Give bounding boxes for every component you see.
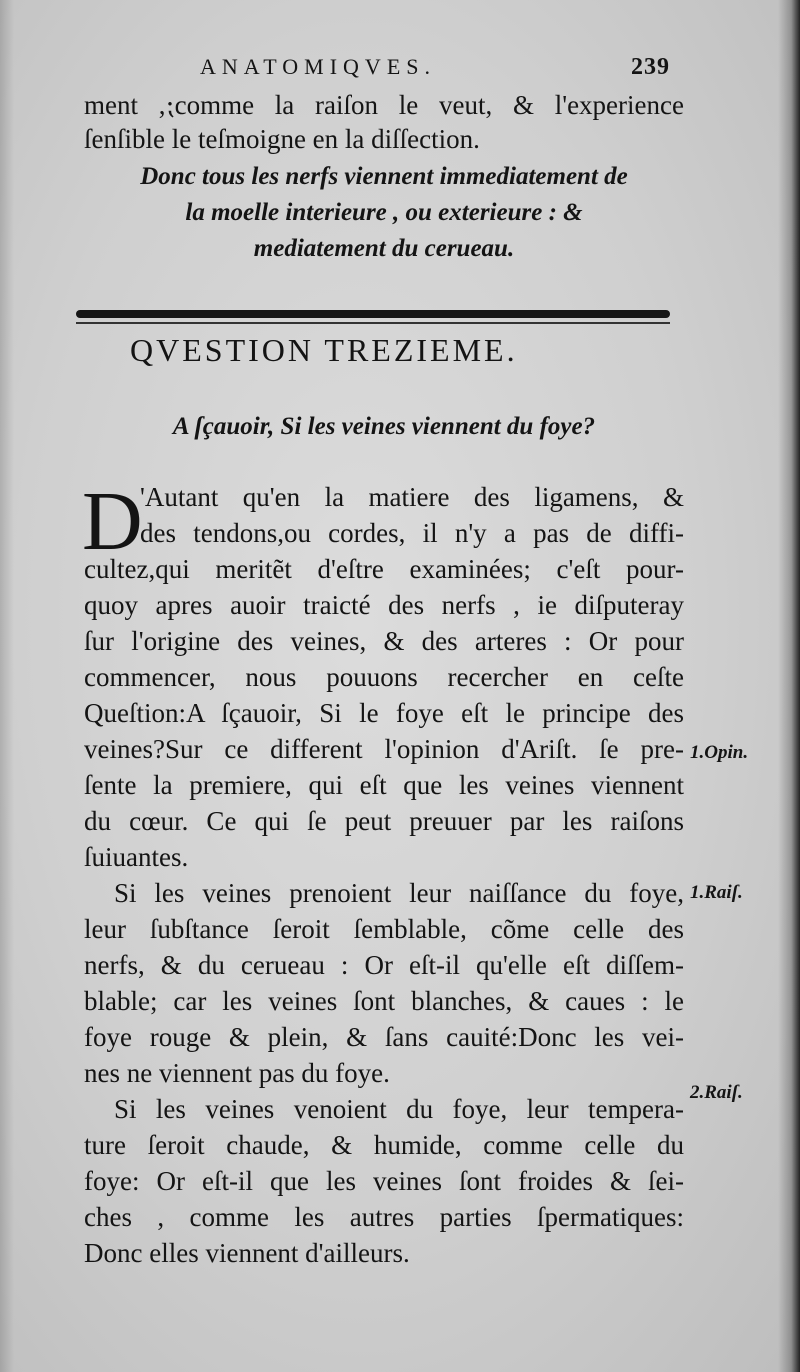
body-line: ſuiuantes.: [84, 842, 189, 872]
body-line: cultez,qui meritẽt d'eſtre examinées; c'eſt pour-: [84, 554, 684, 584]
margin-note-opinion: 1.Opin.: [690, 742, 749, 763]
body-line: Si les veines venoient du foye, leur tempera-: [114, 1094, 684, 1124]
body-line: Queſtion:A ſçauoir, Si le foye eſt le principe des: [84, 698, 684, 728]
body-line: ſente la premiere, qui eſt que les veines viennent: [84, 770, 684, 800]
conclusion-line: mediatement du cerueau.: [253, 235, 515, 262]
intro-line: ment ,⁏comme la raiſon le veut, & l'experience: [84, 90, 684, 120]
body-line: nerfs, & du cerueau : Or eſt-il qu'elle eſt diſſem-: [84, 950, 684, 980]
section-rule-thin: [76, 322, 670, 324]
page-number: 239: [631, 54, 670, 80]
body-line: Si les veines prenoient leur naiſſance du foye,: [114, 878, 684, 908]
body-line: veines?Sur ce different l'opinion d'Ariſt. ſe pre-: [84, 734, 684, 764]
body-line: des tendons,ou cordes, il n'y a pas de diffi-: [140, 518, 684, 548]
body-line: du cœur. Ce qui ſe peut preuuer par les raiſons: [84, 806, 684, 836]
body-line: leur ſubſtance ſeroit ſemblable, cõme celle des: [84, 914, 684, 944]
page-gutter-shadow: [0, 0, 14, 1372]
question-subtitle: A ſçauoir, Si les veines viennent du foye?: [172, 413, 596, 440]
body-line: ture ſeroit chaude, & humide, comme celle du: [84, 1130, 684, 1160]
running-header: [200, 54, 670, 86]
conclusion-line: la moelle interieure , ou exterieure : &: [185, 199, 583, 226]
conclusion-line: Donc tous les nerfs viennent immediatement de: [140, 163, 628, 190]
margin-note-reason-1: 1.Raiſ.: [690, 882, 743, 903]
body-line: commencer, nous pouuons recercher en ceſte: [84, 662, 684, 692]
body-line: foye rouge & plein, & ſans cauité:Donc les vei-: [84, 1022, 684, 1052]
question-title: QVESTION TREZIEME.: [130, 332, 518, 368]
body-line: 'Autant qu'en la matiere des ligamens, &: [140, 482, 684, 512]
page-edge-shadow: [778, 0, 800, 1372]
section-rule: [76, 310, 670, 318]
intro-line: ſenſible le teſmoigne en la diſſection.: [84, 124, 480, 154]
body-line: ches , comme les autres parties ſpermatiques:: [84, 1202, 684, 1232]
body-line: quoy apres auoir traicté des nerfs , ie diſputeray: [84, 590, 684, 620]
body-line: Donc elles viennent d'ailleurs.: [84, 1238, 410, 1268]
drop-cap: D: [82, 475, 143, 568]
body-line: ſur l'origine des veines, & des arteres : Or pour: [84, 626, 684, 656]
body-line: nes ne viennent pas du foye.: [84, 1058, 390, 1088]
body-line: blable; car les veines ſont blanches, & caues : le: [84, 986, 684, 1016]
body-line: foye: Or eſt-il que les veines ſont froides & ſei-: [84, 1166, 684, 1196]
margin-note-reason-2: 2.Raiſ.: [690, 1082, 743, 1103]
running-title: ANATOMIQVES.: [200, 54, 436, 79]
